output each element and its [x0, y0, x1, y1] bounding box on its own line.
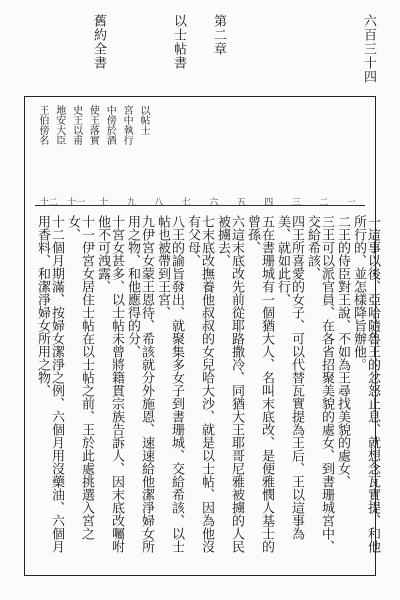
text-column: 四王所喜愛的女子、可以代替瓦實提為王后、王以這事為美、就如此行、: [275, 215, 304, 540]
text-column: 七末底改撫養他叔叔的女兒哈大沙、就是以士帖、因為他沒有父母、: [185, 215, 214, 553]
text-column: 九伊宮女蒙王恩待、希該就分外施恩、速速給他潔淨婦女所用之物、和他應得的分、: [125, 215, 154, 553]
main-text-columns: [35, 215, 380, 563]
column-number: 九: [126, 198, 136, 208]
column-number: 二: [319, 198, 329, 208]
column-number: 七: [181, 198, 191, 208]
commentary-line: 中傍於酒: [104, 105, 116, 145]
commentary-block: [33, 105, 149, 195]
column-number: 六: [209, 198, 219, 208]
text-column: 十一伊宮女居住士帖在以士帖之前、王於此處挑選入宮之女、: [65, 215, 94, 540]
column-number: 八: [154, 198, 164, 208]
column-number: 十: [99, 198, 109, 208]
commentary-line: 史王以甫: [70, 105, 82, 145]
text-frame: [24, 96, 380, 576]
column-number: 三: [291, 198, 301, 208]
column-number: 四: [264, 198, 274, 208]
column-number: 十一: [67, 198, 86, 208]
book-name: 以士帖書: [171, 14, 186, 70]
text-column: 八王的諭旨發出、就聚集多女子到書珊城、交給希該、以士帖也被帶到王宮、: [155, 215, 184, 553]
commentary-line: 以帖士: [137, 105, 149, 135]
commentary-line: 王伯傍名: [36, 105, 48, 145]
column-number: 十二: [39, 198, 58, 208]
column-number: 五: [236, 198, 246, 208]
text-column: 三王可以派官員、在各省招聚美貌的處女、到書珊城宮中、交給希該、: [305, 215, 334, 553]
book-title: 舊約全書: [91, 14, 106, 70]
commentary-line: 地安大臣: [53, 105, 65, 145]
text-column: 六這末底改先前從耶路撒冷、同猶大王耶哥尼雅被擄的人民被擄去、: [215, 215, 244, 553]
commentary-line: 使王落實: [87, 105, 99, 145]
column-number: 一: [346, 198, 356, 208]
commentary-line: 宮中執行: [121, 105, 133, 145]
text-column: 十宮女甚多、以士帖未曾將籍貫宗族告訴人、因末底改囑咐他不可洩露、: [95, 215, 124, 553]
column-number-row: [35, 195, 365, 208]
page-number: 六百三十四: [361, 14, 376, 84]
page-header: [24, 8, 376, 94]
text-column: 一這事以後、亞哈隨魯王的忿怒止息、就想念瓦實提、和他所行的、並怎樣降旨辦他。: [351, 215, 380, 553]
text-column: 十二個月期滿、按婦女潔淨之例、六個月用沒藥油、六個月用香料、和潔淨婦女所用之物、: [35, 215, 64, 553]
chapter-label: 第二章: [211, 14, 226, 56]
section-divider: [35, 205, 365, 206]
text-column: 五在書珊城有一個猶大人、名叫末底改、是便雅憫人基士的曾孫、: [245, 215, 274, 553]
text-column: 二王的侍臣對王說、不如為王尋找美貌的處女、: [335, 215, 350, 488]
